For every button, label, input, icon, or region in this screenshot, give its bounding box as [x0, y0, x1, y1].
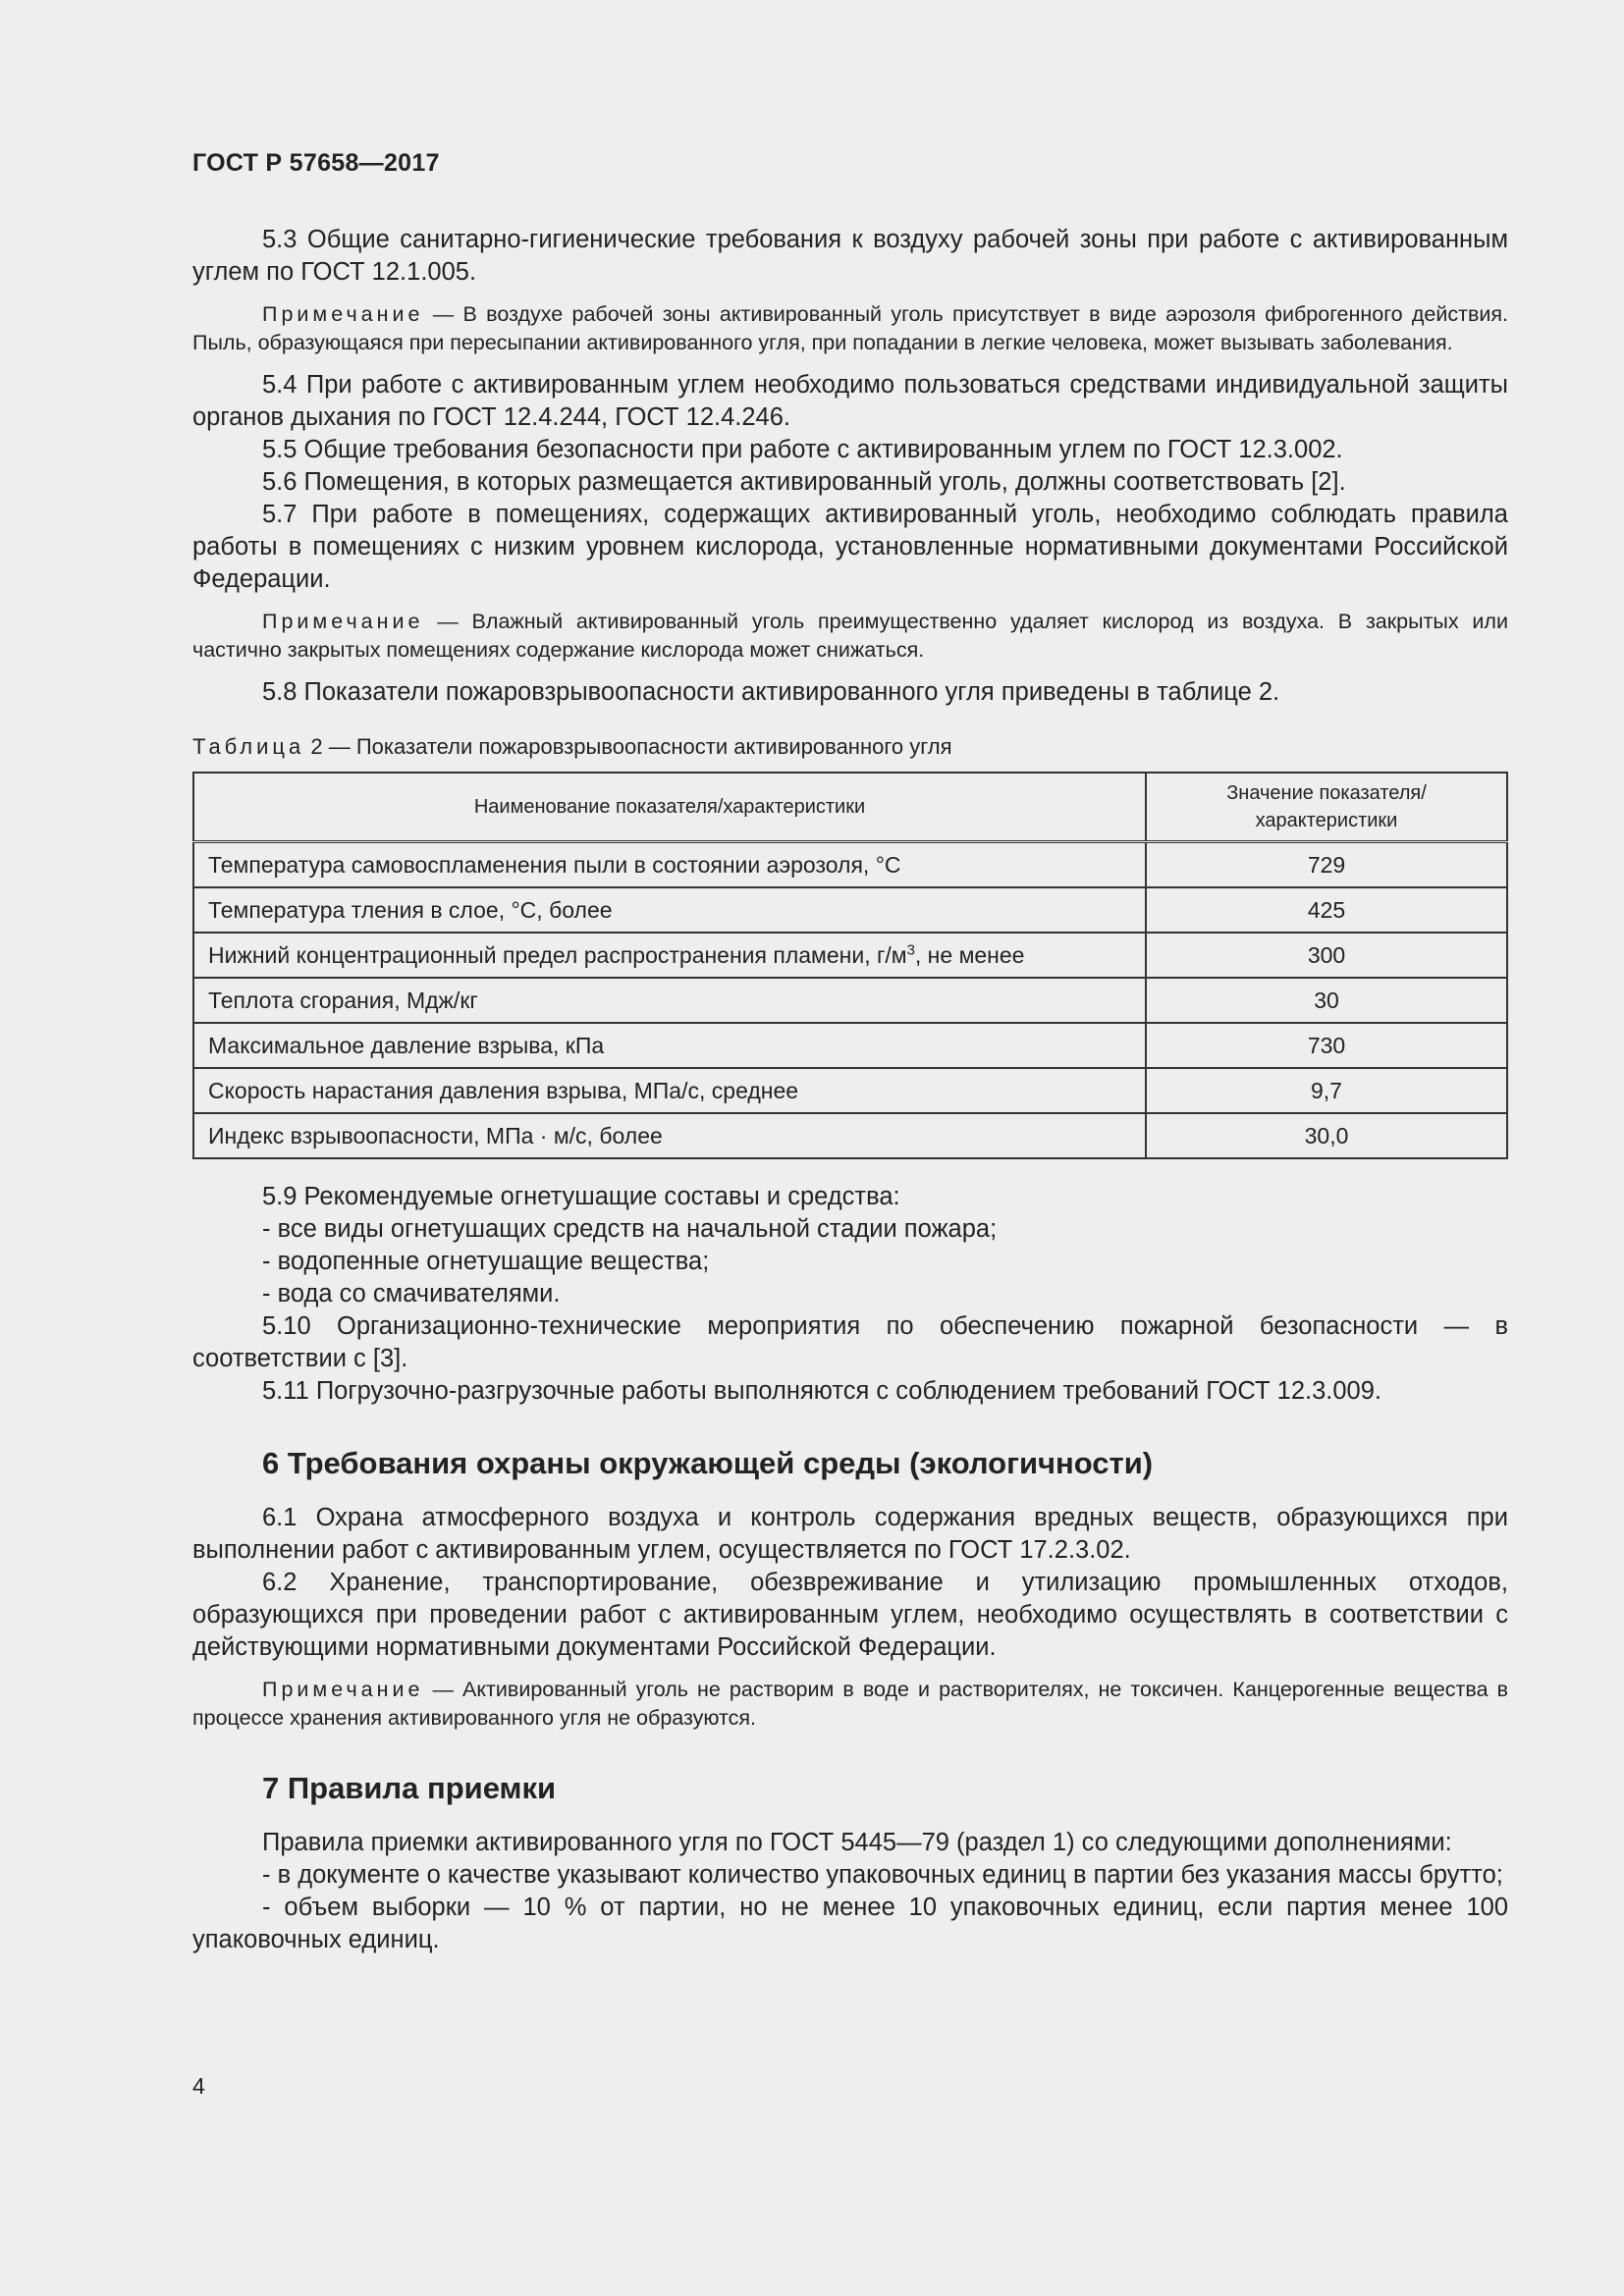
row-name-main: Нижний концентрационный предел распространения пламени, г/м	[208, 941, 907, 968]
note-text: — Активированный уголь не растворим в воде и растворителях, не токсичен. Канцерогенные вещества в процессе хранения активированного угля не образуются.	[192, 1678, 1508, 1730]
note-6-2	[192, 1676, 1508, 1733]
note-5-7	[192, 608, 1508, 665]
row-name-superscript: 3	[906, 940, 915, 958]
clause-5-4: 5.4 При работе с активированным углем необходимо пользоваться средствами индивидуальной защиты органов дыхания по ГОСТ 12.4.244, ГОСТ 12.4.246.	[192, 371, 1508, 431]
list-item: - все виды огнетушащих средств на начальной стадии пожара;	[262, 1215, 998, 1243]
fire-hazard-table	[192, 772, 1508, 1159]
table-caption-text: 2 — Показатели пожаровзрывоопасности активированного угля	[304, 734, 952, 759]
clause-6-1: 6.1 Охрана атмосферного воздуха и контроль содержания вредных веществ, образующихся при выполнении работ с активированным углем, осуществляется по ГОСТ 17.2.3.02.	[192, 1504, 1508, 1564]
list-item: - водопенные огнетушащие вещества;	[262, 1248, 710, 1275]
section-7-item: - в документе о качестве указывают количество упаковочных единиц в партии без указания массы брутто;	[262, 1861, 1503, 1889]
note-label: Примечание	[262, 1678, 424, 1701]
row-name: Индекс взрывоопасности, МПа · м/с, более	[193, 1113, 1146, 1158]
clause-5-3: 5.3 Общие санитарно-гигиенические требования к воздуху рабочей зоны при работе с активированным углем по ГОСТ 12.1.005.	[192, 226, 1508, 286]
row-name: Температура самовоспламенения пыли в состоянии аэрозоля, °С	[193, 842, 1146, 888]
row-value: 300	[1146, 933, 1507, 978]
table-row	[193, 842, 1507, 888]
row-value: 425	[1146, 887, 1507, 933]
table-caption-label: Таблица	[192, 734, 305, 759]
document-header: ГОСТ Р 57658—2017	[192, 149, 440, 177]
note-label: Примечание	[262, 610, 424, 633]
section-7-item: - объем выборки — 10 % от партии, но не менее 10 упаковочных единиц, если партия менее 100 упаковочных единиц.	[192, 1894, 1508, 1953]
row-value: 30,0	[1146, 1113, 1507, 1158]
row-name: Температура тления в слое, °С, более	[193, 887, 1146, 933]
table-row	[193, 1068, 1507, 1113]
row-value: 729	[1146, 842, 1507, 888]
table-row	[193, 1023, 1507, 1068]
note-text: — В воздухе рабочей зоны активированный уголь присутствует в виде аэрозоля фиброгенного действия. Пыль, образующаяся при пересыпании активированного угля, при попадании в легкие человека, может вызывать заболевания.	[192, 302, 1508, 354]
clause-5-6: 5.6 Помещения, в которых размещается активированный уголь, должны соответствовать [2].	[262, 468, 1346, 496]
clause-5-11: 5.11 Погрузочно-разгрузочные работы выполняются с соблюдением требований ГОСТ 12.3.009.	[262, 1377, 1381, 1405]
list-item: - вода со смачивателями.	[262, 1280, 561, 1308]
row-value: 9,7	[1146, 1068, 1507, 1113]
table-row	[193, 887, 1507, 933]
page-number: 4	[192, 2073, 205, 2099]
row-name: Теплота сгорания, Мдж/кг	[193, 978, 1146, 1023]
document-content	[192, 224, 1508, 1956]
section-7-heading: 7 Правила приемки	[262, 1771, 557, 1805]
clause-5-10: 5.10 Организационно-технические мероприятия по обеспечению пожарной безопасности — в соответствии с [3].	[192, 1312, 1508, 1372]
clause-5-9: 5.9 Рекомендуемые огнетушащие составы и средства:	[262, 1183, 900, 1210]
clause-5-5: 5.5 Общие требования безопасности при работе с активированным углем по ГОСТ 12.3.002.	[262, 436, 1343, 463]
note-text: — Влажный активированный уголь преимущественно удаляет кислород из воздуха. В закрытых или частично закрытых помещениях содержание кислорода может снижаться.	[192, 610, 1508, 662]
column-header-value: Значение показателя/характеристики	[1146, 773, 1507, 842]
clause-5-7: 5.7 При работе в помещениях, содержащих активированный уголь, необходимо соблюдать правила работы в помещениях с низким уровнем кислорода, установленные нормативными документами Российской Федерации.	[192, 501, 1508, 593]
note-label: Примечание	[262, 302, 424, 326]
row-name: Максимальное давление взрыва, кПа	[193, 1023, 1146, 1068]
table-header-row	[193, 773, 1507, 842]
section-7-intro: Правила приемки активированного угля по ГОСТ 5445—79 (раздел 1) со следующими дополнениями:	[262, 1829, 1452, 1856]
row-name: Скорость нарастания давления взрыва, МПа/с, среднее	[193, 1068, 1146, 1113]
clause-5-8: 5.8 Показатели пожаровзрывоопасности активированного угля приведены в таблице 2.	[262, 678, 1280, 706]
note-5-3	[192, 300, 1508, 357]
table-caption	[192, 732, 1508, 762]
row-value: 30	[1146, 978, 1507, 1023]
row-name-suffix: , не менее	[914, 941, 1025, 968]
row-name	[193, 933, 1146, 978]
clause-6-2: 6.2 Хранение, транспортирование, обезвреживание и утилизацию промышленных отходов, образующихся при проведении работ с активированным углем, необходимо осуществлять в соответствии с действующими нормативными документами Российской Федерации.	[192, 1569, 1508, 1661]
table-row	[193, 933, 1507, 978]
table-row	[193, 1113, 1507, 1158]
column-header-name: Наименование показателя/характеристики	[193, 773, 1146, 842]
row-value: 730	[1146, 1023, 1507, 1068]
table-row	[193, 978, 1507, 1023]
section-6-heading: 6 Требования охраны окружающей среды (экологичности)	[262, 1446, 1154, 1480]
